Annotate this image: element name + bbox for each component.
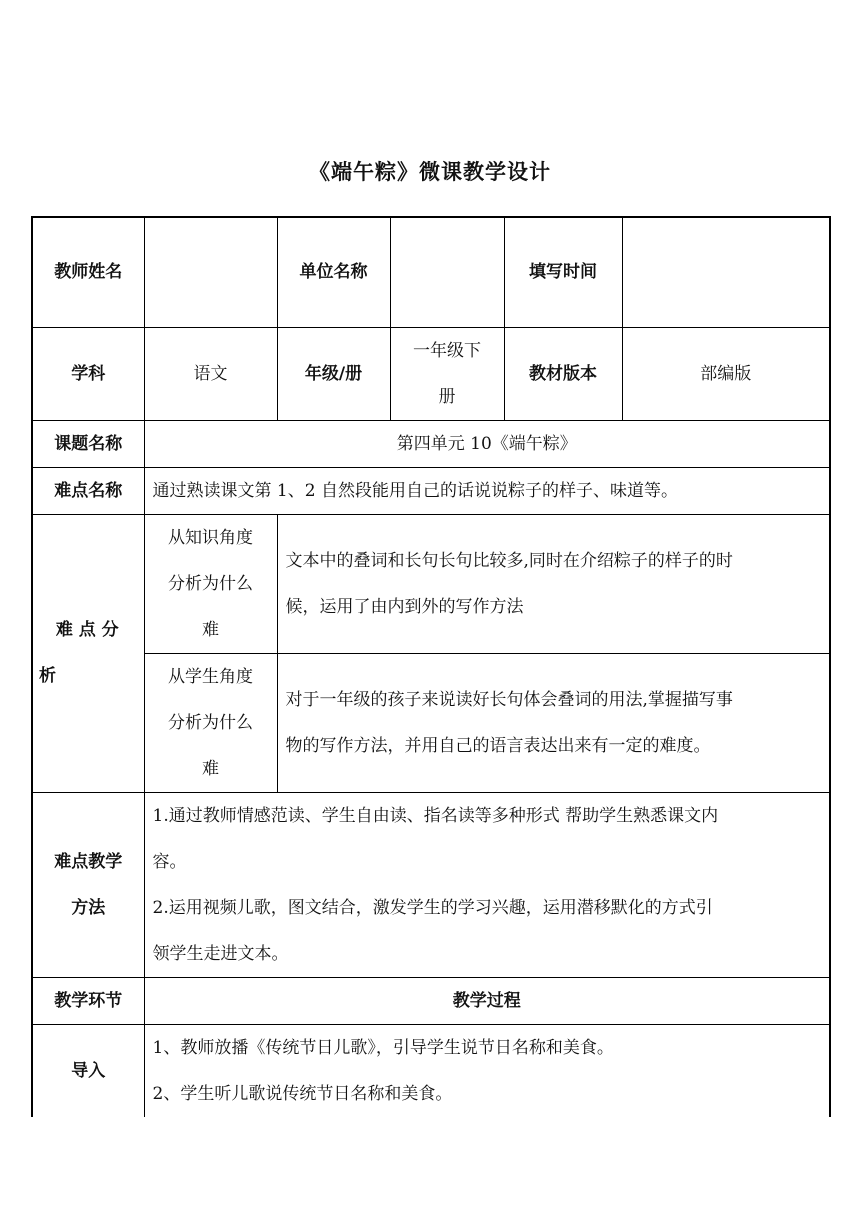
method-text-line2: 容。	[152, 851, 187, 872]
topic-label: 课题名称	[32, 420, 144, 467]
intro-text-line1: 1、教师放播《传统节日儿歌》，引导学生说节日名称和美食。	[152, 1037, 614, 1058]
unit-name-label: 单位名称	[277, 217, 390, 327]
edition-label: 教材版本	[504, 327, 622, 420]
student-angle-text	[277, 653, 830, 792]
grade-value	[390, 327, 504, 420]
topic-row	[32, 420, 830, 467]
student-angle-line2: 分析为什么	[168, 712, 253, 733]
knowledge-angle-line1: 从知识角度	[168, 527, 253, 548]
unit-name-value	[390, 217, 504, 327]
subject-label: 学科	[32, 327, 144, 420]
process-header-row	[32, 977, 830, 1024]
knowledge-angle-line2: 分析为什么	[168, 573, 253, 594]
grade-value-line2: 册	[438, 386, 456, 407]
subject-value: 语文	[144, 327, 277, 420]
knowledge-angle-line3: 难	[202, 619, 219, 640]
student-angle-line3: 难	[202, 758, 219, 779]
difficulty-value: 通过熟读课文第 1、2 自然段能用自己的话说说粽子的样子、味道等。	[144, 467, 830, 514]
difficulty-row	[32, 467, 830, 514]
method-label	[32, 792, 144, 977]
method-text-line3: 2.运用视频儿歌，图文结合，激发学生的学习兴趣，运用潜移默化的方式引	[152, 897, 713, 918]
grade-value-line1: 一年级下	[413, 340, 481, 361]
fill-time-label: 填写时间	[504, 217, 622, 327]
knowledge-angle-label	[144, 514, 277, 653]
knowledge-text-line2: 候，运用了由内到外的写作方法	[285, 596, 524, 617]
edition-value: 部编版	[622, 327, 830, 420]
analysis-label-line1: 难 点 分	[55, 620, 119, 640]
grade-label: 年级/册	[277, 327, 390, 420]
method-text	[144, 792, 830, 977]
teacher-name-label: 教师姓名	[32, 217, 144, 327]
student-angle-label	[144, 653, 277, 792]
student-text-line2: 物的写作方法，并用自己的语言表达出来有一定的难度。	[285, 735, 711, 756]
knowledge-angle-text	[277, 514, 830, 653]
teacher-name-value	[144, 217, 277, 327]
analysis-label	[32, 514, 144, 792]
knowledge-text-line1: 文本中的叠词和长句长句比较多,同时在介绍粽子的样子的时	[285, 550, 733, 571]
intro-label: 导入	[32, 1024, 144, 1117]
student-angle-line1: 从学生角度	[168, 666, 253, 687]
document-title: 《端午粽》微课教学设计	[309, 159, 551, 184]
intro-text-line2: 2、学生听儿歌说传统节日名称和美食。	[152, 1083, 453, 1104]
method-label-line2: 方法	[71, 897, 106, 918]
lesson-design-table	[31, 216, 831, 1117]
method-label-line1: 难点教学	[54, 851, 123, 872]
analysis-label-line2: 析	[39, 666, 56, 686]
fill-time-value	[622, 217, 830, 327]
analysis-student-row	[32, 653, 830, 792]
process-header: 教学过程	[144, 977, 830, 1024]
topic-value: 第四单元 10《端午粽》	[144, 420, 830, 467]
analysis-knowledge-row	[32, 514, 830, 653]
method-text-line1: 1.通过教师情感范读、学生自由读、指名读等多种形式 帮助学生熟悉课文内	[152, 805, 719, 826]
method-text-line4: 领学生走进文本。	[152, 943, 289, 964]
intro-text	[144, 1024, 830, 1117]
intro-row	[32, 1024, 830, 1117]
info-row-subject	[32, 327, 830, 420]
difficulty-label: 难点名称	[32, 467, 144, 514]
stage-header: 教学环节	[32, 977, 144, 1024]
method-row	[32, 792, 830, 977]
student-text-line1: 对于一年级的孩子来说读好长句体会叠词的用法,掌握描写事	[285, 689, 733, 710]
info-row-teacher	[32, 217, 830, 327]
